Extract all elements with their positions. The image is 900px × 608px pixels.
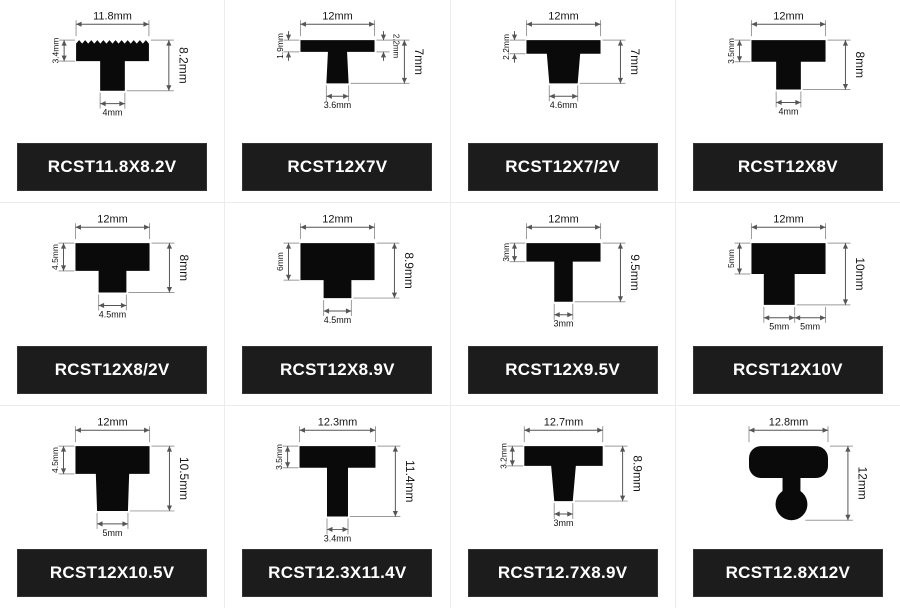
product-label-bar xyxy=(468,346,658,394)
svg-text:12mm: 12mm xyxy=(97,416,128,429)
profile-drawing-svg xyxy=(225,203,449,341)
svg-text:2.2mm: 2.2mm xyxy=(500,33,511,60)
profile-diagram xyxy=(676,203,900,346)
product-label-bar xyxy=(17,346,207,394)
svg-text:3mm: 3mm xyxy=(553,517,574,528)
svg-text:4.5mm: 4.5mm xyxy=(49,244,60,270)
profile-drawing-svg xyxy=(451,406,675,544)
svg-text:3.4mm: 3.4mm xyxy=(50,37,61,64)
product-card[interactable] xyxy=(676,203,900,405)
svg-text:4.6mm: 4.6mm xyxy=(549,100,577,111)
svg-text:12.8mm: 12.8mm xyxy=(768,416,809,429)
product-card[interactable] xyxy=(0,0,224,202)
profile-diagram xyxy=(676,406,900,549)
product-label-bar xyxy=(242,549,432,597)
product-label-bar xyxy=(693,346,883,394)
svg-text:12mm: 12mm xyxy=(855,466,870,500)
profile-drawing-svg xyxy=(451,0,675,138)
product-card[interactable] xyxy=(0,406,224,608)
svg-text:8mm: 8mm xyxy=(177,254,192,282)
product-card[interactable] xyxy=(225,203,449,405)
svg-text:5mm: 5mm xyxy=(769,321,790,332)
svg-text:12mm: 12mm xyxy=(97,213,128,226)
product-card[interactable] xyxy=(451,0,675,202)
svg-text:12mm: 12mm xyxy=(322,10,354,23)
svg-text:12.7mm: 12.7mm xyxy=(543,416,583,429)
product-label-bar xyxy=(242,346,432,394)
profile-drawing-svg xyxy=(225,406,449,544)
svg-text:4.5mm: 4.5mm xyxy=(49,447,60,473)
product-label: RCST12X9.5V xyxy=(505,360,621,379)
svg-text:3.5mm: 3.5mm xyxy=(274,444,285,470)
svg-text:5mm: 5mm xyxy=(102,527,123,538)
product-label-bar xyxy=(17,549,207,597)
profile-drawing-svg xyxy=(676,203,900,341)
svg-text:4mm: 4mm xyxy=(102,107,123,118)
svg-text:12mm: 12mm xyxy=(773,213,804,226)
svg-text:8.2mm: 8.2mm xyxy=(176,47,191,84)
svg-text:11.8mm: 11.8mm xyxy=(93,10,132,23)
svg-text:2.2mm: 2.2mm xyxy=(391,33,401,59)
svg-text:4mm: 4mm xyxy=(778,106,799,117)
profile-diagram xyxy=(0,203,224,346)
svg-text:6mm: 6mm xyxy=(275,252,286,272)
product-label: RCST12X10.5V xyxy=(49,563,175,582)
product-card[interactable] xyxy=(225,406,449,608)
profile-drawing-svg xyxy=(225,0,449,138)
profile-diagram xyxy=(676,0,900,143)
svg-text:12mm: 12mm xyxy=(322,213,354,226)
product-label-bar xyxy=(468,549,658,597)
svg-text:12mm: 12mm xyxy=(547,10,579,23)
product-label: RCST12X7/2V xyxy=(505,157,621,176)
product-label: RCST12X8.9V xyxy=(279,360,395,379)
svg-text:3.5mm: 3.5mm xyxy=(725,38,736,64)
product-card[interactable] xyxy=(0,203,224,405)
svg-text:7mm: 7mm xyxy=(627,48,642,75)
profile-drawing-svg xyxy=(676,0,900,138)
svg-text:3mm: 3mm xyxy=(553,318,574,329)
svg-text:10mm: 10mm xyxy=(853,257,868,291)
profile-drawing-svg xyxy=(676,406,900,544)
svg-text:3.2mm: 3.2mm xyxy=(498,443,509,469)
svg-text:7mm: 7mm xyxy=(412,48,427,75)
product-label: RCST12X10V xyxy=(732,360,843,379)
product-label: RCST12X7V xyxy=(287,157,388,176)
svg-text:10.5mm: 10.5mm xyxy=(177,456,192,501)
profile-diagram xyxy=(451,203,675,346)
product-card[interactable] xyxy=(225,0,449,202)
product-card[interactable] xyxy=(451,203,675,405)
svg-text:3.6mm: 3.6mm xyxy=(324,100,352,111)
svg-text:12mm: 12mm xyxy=(547,213,579,226)
svg-text:8.9mm: 8.9mm xyxy=(402,252,417,289)
svg-text:12mm: 12mm xyxy=(773,10,804,23)
svg-text:1.9mm: 1.9mm xyxy=(275,33,286,59)
profile-diagram xyxy=(225,406,449,549)
product-label: RCST12.7X8.9V xyxy=(497,563,628,582)
svg-text:3.4mm: 3.4mm xyxy=(324,533,352,544)
svg-text:5mm: 5mm xyxy=(800,321,820,332)
product-card[interactable] xyxy=(451,406,675,608)
product-label-bar xyxy=(242,143,432,191)
profile-drawing-svg xyxy=(451,203,675,341)
product-card[interactable] xyxy=(676,406,900,608)
profile-drawing-svg xyxy=(0,203,224,341)
profile-drawing-svg xyxy=(0,0,224,138)
svg-text:11.4mm: 11.4mm xyxy=(403,460,418,503)
svg-text:4.5mm: 4.5mm xyxy=(98,309,127,320)
profile-diagram xyxy=(451,0,675,143)
product-label: RCST12X8V xyxy=(737,157,838,176)
svg-text:9.5mm: 9.5mm xyxy=(627,254,642,291)
profile-diagram xyxy=(0,0,224,143)
svg-text:12.3mm: 12.3mm xyxy=(318,416,358,429)
svg-text:3mm: 3mm xyxy=(500,242,511,262)
svg-text:8.9mm: 8.9mm xyxy=(630,455,645,492)
product-label-bar xyxy=(468,143,658,191)
product-label: RCST11.8X8.2V xyxy=(47,157,177,176)
profile-diagram xyxy=(451,406,675,549)
svg-text:4.5mm: 4.5mm xyxy=(324,314,352,325)
profile-diagram xyxy=(0,406,224,549)
profile-diagram xyxy=(225,0,449,143)
profile-drawing-svg xyxy=(0,406,224,544)
product-label: RCST12X8/2V xyxy=(54,360,170,379)
product-label-bar xyxy=(17,143,207,191)
profile-diagram xyxy=(225,203,449,346)
svg-text:5mm: 5mm xyxy=(725,249,736,268)
product-card[interactable] xyxy=(676,0,900,202)
product-label: RCST12.8X12V xyxy=(725,563,851,582)
product-label: RCST12.3X11.4V xyxy=(268,563,407,582)
svg-text:8mm: 8mm xyxy=(853,51,868,79)
product-label-bar xyxy=(693,143,883,191)
product-label-bar xyxy=(693,549,883,597)
